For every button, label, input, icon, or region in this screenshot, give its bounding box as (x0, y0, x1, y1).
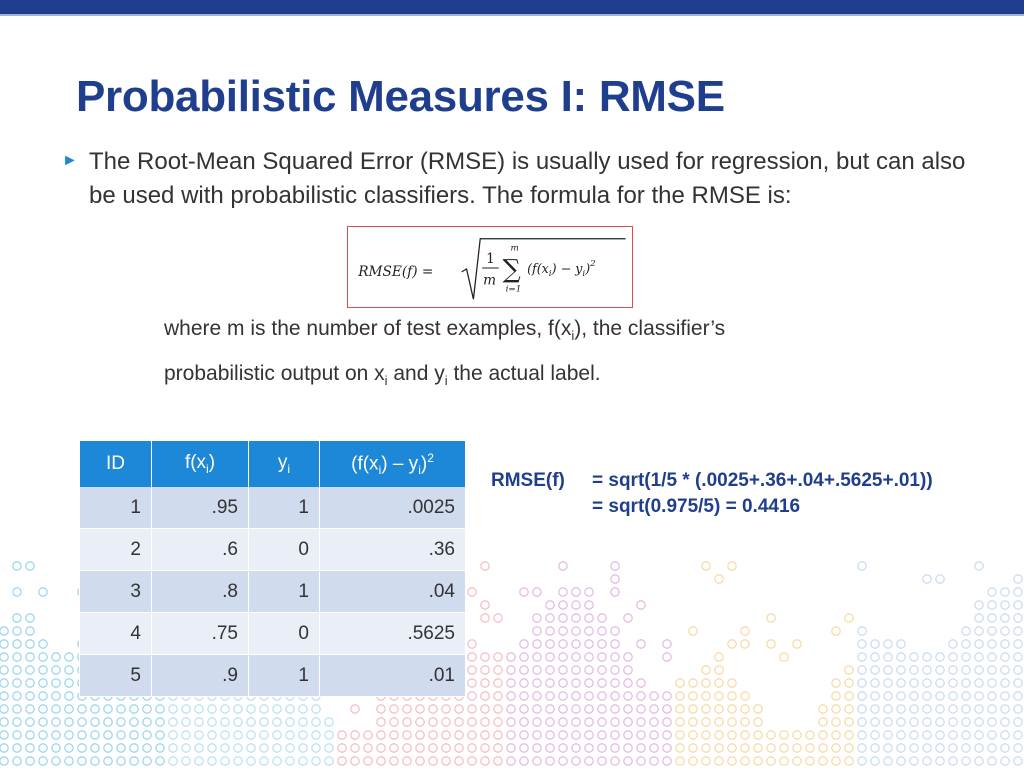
sum-lower-limit: i=1 (505, 284, 522, 295)
rmse-calculation (491, 468, 933, 520)
table-row (80, 529, 466, 571)
top-banner-rule (0, 14, 1024, 16)
cell-id: 3 (80, 571, 152, 613)
cell-squared-error: .0025 (320, 487, 466, 529)
cell-y: 0 (249, 613, 320, 655)
cell-squared-error: .5625 (320, 613, 466, 655)
rmse-formula (347, 226, 633, 308)
cell-fx: .75 (152, 613, 249, 655)
cell-fx: .6 (152, 529, 249, 571)
top-banner (0, 0, 1024, 14)
formula-denominator: m (483, 272, 497, 289)
table-row (80, 655, 466, 697)
cell-id: 1 (80, 487, 152, 529)
calc-line-2: = sqrt(0.975/5) = 0.4416 (592, 496, 801, 517)
table-header-row (80, 441, 466, 487)
header-id: ID (80, 441, 152, 487)
summation-icon: ∑ (502, 253, 521, 284)
cell-squared-error: .36 (320, 529, 466, 571)
cell-y: 1 (249, 487, 320, 529)
cell-y: 1 (249, 655, 320, 697)
header-y: $y_i$ (249, 441, 320, 487)
cell-fx: .9 (152, 655, 249, 697)
cell-squared-error: .01 (320, 655, 466, 697)
slide-title: Probabilistic Measures I: RMSE (76, 72, 725, 121)
bullet-arrow-icon: ► (62, 152, 78, 169)
formula-lhs: RMSE(f) = (358, 263, 434, 280)
calc-label: RMSE(f) (491, 470, 565, 491)
table-row (80, 487, 466, 529)
calc-line-1: = sqrt(1/5 * (.0025+.36+.04+.5625+.01)) (592, 470, 933, 491)
cell-fx: .8 (152, 571, 249, 613)
table-row (80, 571, 466, 613)
cell-id: 5 (80, 655, 152, 697)
cell-id: 2 (80, 529, 152, 571)
example-table (79, 441, 466, 697)
table-row (80, 613, 466, 655)
sum-upper-limit: m (510, 243, 519, 254)
cell-y: 1 (249, 571, 320, 613)
formula-numerator: 1 (486, 251, 495, 268)
cell-squared-error: .04 (320, 571, 466, 613)
intro-bullet-text: The Root-Mean Squared Error (RMSE) is usually used for regression, but can also be used with probabilistic classifiers. The formula for the RMSE is: (89, 148, 966, 209)
formula-explanation: where m is the number of test examples, $f(x_i)$, the classifier’s probabilistic output on $x_i$ and $y_i$ the actual label. (164, 317, 726, 389)
header-fx: $f(x_i)$ (152, 441, 249, 487)
formula-body: $(f(x_i) - y_i)^2$ (527, 259, 596, 279)
cell-fx: .95 (152, 487, 249, 529)
cell-y: 0 (249, 529, 320, 571)
cell-id: 4 (80, 613, 152, 655)
header-squared-error: $(f(x_i) - y_i)^2$ (320, 441, 466, 487)
